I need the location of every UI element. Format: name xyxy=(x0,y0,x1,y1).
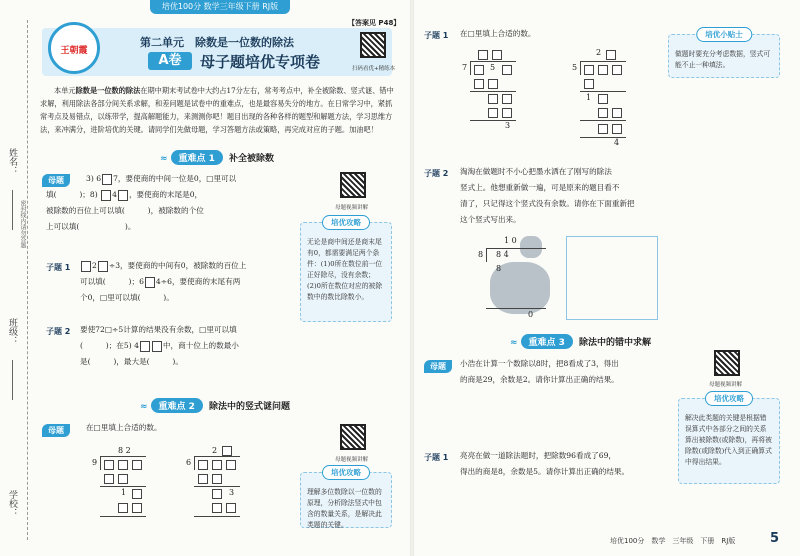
r-sub1-question: 在□里填上合适的数。 xyxy=(460,29,536,38)
qr-code-icon[interactable] xyxy=(360,32,386,58)
s3-mother-question: 小浩在计算一个数除以8时，把8看成了3，得出 的商是29，余数是2。请你计算出正确的结果。 xyxy=(460,359,619,384)
blank-box[interactable] xyxy=(152,341,162,352)
section-2-heading: ≈ 重难点 2 除法中的竖式谜问题 xyxy=(140,398,290,412)
page-number: 5 xyxy=(770,531,780,546)
qr-video-caption: 母题视频讲解 xyxy=(709,382,743,388)
paper-badge: A卷 xyxy=(148,52,192,70)
blank-box[interactable] xyxy=(81,261,91,272)
name-field[interactable] xyxy=(12,190,13,230)
tip-title: 培优攻略 xyxy=(705,391,753,406)
logo: 王朝霞 xyxy=(48,22,100,74)
r-sub1-label: 子题 1 xyxy=(424,31,449,40)
mother-label: 母题 xyxy=(42,424,70,437)
unit-title: 第二单元 除数是一位数的除法 xyxy=(140,36,294,49)
tip-title: 培优攻略 xyxy=(322,215,370,230)
qr-code-icon[interactable] xyxy=(714,350,740,376)
mother-label: 母题 xyxy=(42,174,70,187)
answer-reference: 【答案见 P48】 xyxy=(348,19,401,27)
qr-video-caption: 母题视频讲解 xyxy=(335,457,369,463)
sub2-label: 子题 2 xyxy=(46,327,71,336)
paper-title: 母子题培优专项卷 xyxy=(200,53,321,71)
qr-caption: 扫码看优+精练本 xyxy=(352,66,396,72)
footer-text: 培优100分 数学 三年级 下册 RJ版 xyxy=(610,537,736,545)
ink-blot xyxy=(520,236,542,258)
class-field[interactable] xyxy=(12,360,13,400)
blank-box[interactable] xyxy=(145,277,155,288)
s3-tip-card: 培优攻略 解决此类题的关键是根据错误算式中各部分之间的关系算出被除数(或除数)，再将被除数(或除数)代入到正确算式中得出结果。 xyxy=(678,398,780,484)
blank-box[interactable] xyxy=(98,261,108,272)
s1-sub1-question: 2 ÷3，要使商的中间有0，被除数的百位上 可以填( )；6 4÷6，要使商的末尾有两 个0，□里可以填( )。 xyxy=(80,261,247,302)
section-3-heading: ≈ 重难点 3 除法中的错中求解 xyxy=(510,334,651,348)
blank-box[interactable] xyxy=(140,341,150,352)
workbook-page: 培优100分 数学三年级下册 RJ版 姓名： 密封线内请勿答题 班级： 学校： 王朝霞 【答案见 P48】 扫码看优+精练本 第二单元 除数是一位数的除法 A卷 母子题培优专项卷 本单元除数是一位数的除法在期中期末考试卷中大约占17分左右，常考考点中，补全被除数、竖式谜、错中求解，利用除法各部分间关系求解，和差问题是试卷中的重难点，也是最容易失分的地方。在日常学习中，紧抓常考点及易错点，以练带学，提高解题能力，来测测你吧！题目出现的各种各样的题型和解题方法，学习思维方法，来冲满分，进阶培优的关键。请同学们先做母题，学习答题方法或策略，再完成对应的子题。加油吧！ ≈ 重难点 1 补全被除数 母题 3) 6 7，要使商的中间一位是0，□里可以 填( )；8) 4 ，要使商的末尾是0， 被除数的百位上可以填( )，被除数的个位 上可以填( )。 母题视频讲解 培优攻略 无论是商中间还是商末尾有0，都需要满足两个条件：(1)0所在数位前一位正好除尽，没有余数；(2)0所在数位对应的被除数中的数比除数小。 子题 1 2 ÷3，要使商的中间有0，被除数的百位上 可以填( )；6 4÷6，要使商的末尾有两 个0，□里可以填( )。 子题 2 要使72□÷5计算的结果没有余数，□里可以填 ( )；在5) 4 中，商十位上的数最小 是( )，最大是( )。 ≈ 重难点 2 除法中的竖式谜问题 母题 在□里填上合适的数。 8 2 9 1 2 6 3 母题视频讲解 培优攻略 理解多位数除以一位数的原理，分析除法竖式中包含的数量关系，是解决此类题的关键。 子题 1 在□里填上合适的数。 7 5 3 2 5 1 4 培优小贴士 做题时要充分考虑数据，竖式可能不止一种填法。 子题 2 淘淘在做题时不小心把墨水洒在了刚写的除法 竖式上。他想重新做一遍，可是原来的题目看不 清了，只记得这个竖式没有余数。请你在下面重新把 这个竖式写出来。 1 0 8 8 4 8 0 ≈ 重难点 3 除法中的错中求解 母题 小浩在计算一个数除以8时，把8看成了3，得出 的商是29，余数是2。请你计算出正确的结果。 母题视频讲解 培优攻略 解决此类题的关键是根据错误算式中各部分之间的关系算出被除数(或除数)，再将被除数(或除数)代入到正确算式中得出结果。 子题 1 亮亮在做一道除法题时，把除数96看成了69， 得出的商是8，余数是5。请你计算出正确的结果。 培优100分 数学 三年级 下册 RJ版 5 xyxy=(0,0,800,556)
tip-title-2: 培优小贴士 xyxy=(696,27,752,42)
answer-area[interactable] xyxy=(566,236,658,320)
center-fold xyxy=(410,0,414,556)
r-tip-card: 培优小贴士 做题时要充分考虑数据，竖式可能不止一种填法。 xyxy=(668,34,780,78)
s1-sub2-question: 要使72□÷5计算的结果没有余数，□里可以填 ( )；在5) 4 中，商十位上的数最小 是( )，最大是( )。 xyxy=(80,325,239,366)
s3-sub1-label: 子题 1 xyxy=(424,453,449,462)
class-label: 班级： xyxy=(7,318,17,345)
intro-paragraph: 本单元除数是一位数的除法在期中期末考试卷中大约占17分左右，常考考点中，补全被除数、竖式谜、错中求解，利用除法各部分间关系求解，和差问题是试卷中的重难点，也是最容易失分的地方。在日常学习中，紧抓常考点及易错点，以练带学，提高解题能力，来测测你吧！题目出现的各种各样的题型和解题方法，学习思维方法，来冲满分，进阶培优的关键。请同学们先做母题，学习答题方法或策略，再完成对应的子题。加油吧！ xyxy=(40,86,394,134)
r-sub2-label: 子题 2 xyxy=(424,169,449,178)
s3-sub1-question: 亮亮在做一道除法题时，把除数96看成了69， 得出的商是8，余数是5。请你计算出正确的结果。 xyxy=(460,451,630,476)
s2-mother-question: 在□里填上合适的数。 xyxy=(86,423,162,432)
s1-tip-card: 培优攻略 无论是商中间还是商末尾有0，都需要满足两个条件：(1)0所在数位前一位正好除尽，没有余数；(2)0所在数位对应的被除数中的数比除数小。 xyxy=(300,222,392,322)
binding-margin xyxy=(0,0,32,556)
qr-code-icon[interactable] xyxy=(340,424,366,450)
blank-box[interactable] xyxy=(102,174,112,185)
s2-tip-card: 培优攻略 理解多位数除以一位数的原理，分析除法竖式中包含的数量关系，是解决此类题的关键。 xyxy=(300,472,392,528)
top-tab: 培优100分 数学三年级下册 RJ版 xyxy=(150,0,290,14)
sub1-label: 子题 1 xyxy=(46,263,71,272)
mother-label: 母题 xyxy=(424,360,452,373)
name-label: 姓名： xyxy=(7,148,17,175)
s1-mother-question: 3) 6 7，要使商的中间一位是0，□里可以 填( )；8) 4 ，要使商的末尾是0， 被除数的百位上可以填( )，被除数的个位 上可以填( )。 xyxy=(46,174,237,231)
seal-line xyxy=(27,20,28,540)
qr-video-caption: 母题视频讲解 xyxy=(335,205,369,211)
qr-code-icon[interactable] xyxy=(340,172,366,198)
seal-note: 密封线内请勿答题 xyxy=(19,200,26,248)
r-sub2-question: 淘淘在做题时不小心把墨水洒在了刚写的除法 竖式上。他想重新做一遍，可是原来的题目看不 清了，只记得这个竖式没有余数。请你在下面重新把 这个竖式写出来。 xyxy=(460,167,635,224)
blank-box[interactable] xyxy=(101,190,111,201)
tip-title: 培优攻略 xyxy=(322,465,370,480)
section-1-heading: ≈ 重难点 1 补全被除数 xyxy=(160,150,274,164)
blank-box[interactable] xyxy=(118,190,128,201)
school-label: 学校： xyxy=(7,490,17,517)
